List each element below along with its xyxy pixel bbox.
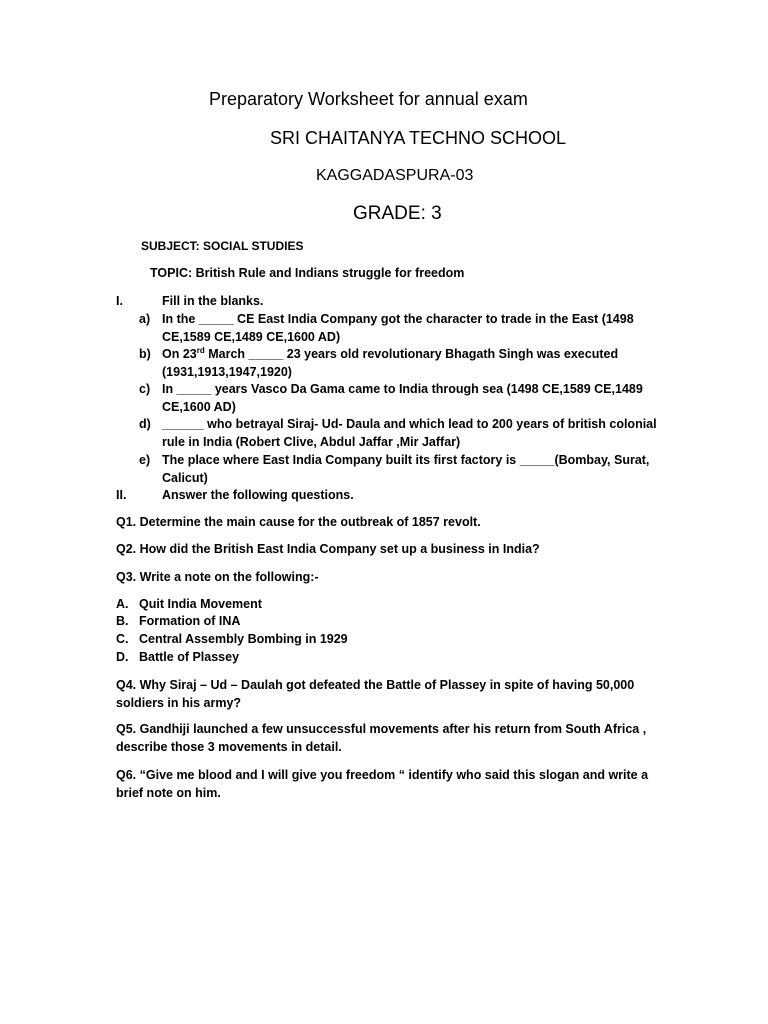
item-marker: e) — [139, 453, 151, 467]
item-text: In _____ years Vasco Da Gama came to India through sea (1498 CE,1589 CE,1489 CE,1600 AD) — [162, 382, 643, 414]
item-text: On 23rd March _____ 23 years old revolutionary Bhagath Singh was executed (1931,1913,1947,1920) — [162, 345, 619, 379]
section-1-marker: I. — [116, 294, 123, 308]
subject-label: SUBJECT: SOCIAL STUDIES — [141, 239, 304, 253]
section-1-heading: Fill in the blanks. — [162, 294, 264, 308]
question-5: Q5. Gandhiji launched a few unsuccessful movements after his return from South Africa , describe those 3 movements in detail. — [116, 722, 647, 754]
question-2: Q2. How did the British East India Company set up a business in India? — [116, 542, 540, 556]
question-1: Q1. Determine the main cause for the outbreak of 1857 revolt. — [116, 515, 481, 529]
item-marker: a) — [139, 312, 151, 326]
q3-item-marker: D. — [116, 650, 129, 664]
q3-item-text: Quit India Movement — [139, 597, 262, 611]
q3-item-text: Battle of Plassey — [139, 650, 240, 664]
q3-item-marker: C. — [116, 632, 129, 646]
question-6: Q6. “Give me blood and I will give you freedom “ identify who said this slogan and write a brief note on him. — [116, 768, 649, 800]
page-title: Preparatory Worksheet for annual exam — [209, 89, 528, 109]
item-text: ______ who betrayal Siraj- Ud- Daula and which lead to 200 years of british colonial rule in India (Robert Clive, Abdul Jaffar ,Mir Jaffar) — [162, 417, 657, 449]
section-2-marker: II. — [116, 488, 127, 502]
section-2-heading: Answer the following questions. — [162, 488, 354, 502]
item-text: The place where East India Company built its first factory is _____(Bombay, Surat, Calicut) — [162, 453, 650, 485]
item-text: In the _____ CE East India Company got the character to trade in the East (1498 CE,1589 CE,1489 CE,1600 AD) — [162, 312, 634, 344]
school-location: KAGGADASPURA-03 — [316, 167, 474, 184]
school-name: SRI CHAITANYA TECHNO SCHOOL — [270, 128, 567, 148]
q3-item-marker: A. — [116, 597, 129, 611]
question-4: Q4. Why Siraj – Ud – Daulah got defeated the Battle of Plassey in spite of having 50,000 soldiers in his army? — [116, 678, 635, 710]
grade-label: GRADE: 3 — [353, 203, 442, 224]
item-marker: b) — [139, 347, 151, 361]
q3-item-text: Formation of INA — [139, 614, 241, 628]
item-marker: c) — [139, 382, 151, 396]
q3-item-text: Central Assembly Bombing in 1929 — [139, 632, 348, 646]
question-3: Q3. Write a note on the following:- — [116, 570, 319, 584]
topic-label: TOPIC: British Rule and Indians struggle for freedom — [150, 266, 465, 280]
item-marker: d) — [139, 417, 151, 431]
q3-item-marker: B. — [116, 614, 129, 628]
